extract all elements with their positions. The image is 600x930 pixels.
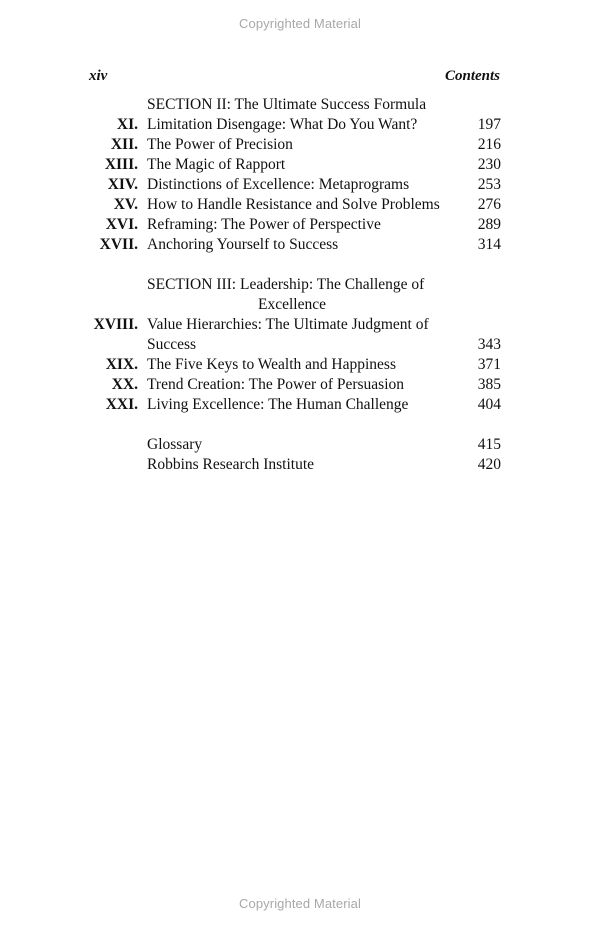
chapter-page: 230	[477, 156, 501, 173]
chapter-number: XX.	[111, 376, 138, 393]
back-matter-page: 420	[477, 456, 501, 473]
chapter-title: Distinctions of Excellence: Metaprograms	[147, 176, 410, 193]
section-heading	[0, 275, 600, 295]
chapter-title: Trend Creation: The Power of Persuasion	[147, 376, 405, 393]
toc-entry	[0, 355, 600, 375]
toc-entry	[0, 315, 600, 335]
chapter-page: 197	[477, 116, 501, 133]
watermark-top: Copyrighted Material	[239, 16, 361, 31]
chapter-page: 314	[477, 236, 501, 253]
toc-entry	[0, 375, 600, 395]
chapter-title: How to Handle Resistance and Solve Problems	[147, 196, 440, 213]
chapter-number: XXI.	[105, 396, 138, 413]
chapter-title: The Power of Precision	[147, 136, 293, 153]
toc-entry	[0, 395, 600, 415]
spacer	[0, 255, 600, 275]
toc-entry	[0, 195, 600, 215]
chapter-number: XIV.	[107, 176, 138, 193]
section-3-heading-line2: Excellence	[258, 296, 326, 313]
section-heading	[0, 95, 600, 115]
spacer	[0, 415, 600, 435]
chapter-number: XI.	[116, 116, 138, 133]
chapter-title: Limitation Disengage: What Do You Want?	[147, 116, 418, 133]
chapter-number: XVI.	[105, 216, 138, 233]
back-matter-page: 415	[477, 436, 501, 453]
chapter-page: 385	[477, 376, 501, 393]
chapter-number: XVIII.	[93, 316, 138, 333]
chapter-number: XIII.	[104, 156, 138, 173]
running-head-title: Contents	[444, 68, 500, 84]
chapter-title: The Five Keys to Wealth and Happiness	[147, 356, 396, 373]
chapter-number: XV.	[113, 196, 138, 213]
chapter-title: Anchoring Yourself to Success	[147, 236, 339, 253]
toc-entry	[0, 155, 600, 175]
chapter-page: 371	[477, 356, 501, 373]
section-3-heading-line1: SECTION III: Leadership: The Challenge of	[147, 276, 425, 293]
chapter-page: 216	[477, 136, 501, 153]
watermark-bottom: Copyrighted Material	[239, 896, 361, 911]
toc-entry	[0, 175, 600, 195]
chapter-page: 289	[477, 216, 501, 233]
table-of-contents	[0, 95, 600, 475]
toc-entry	[0, 455, 600, 475]
chapter-number: XIX.	[105, 356, 138, 373]
toc-entry	[0, 435, 600, 455]
toc-entry	[0, 215, 600, 235]
chapter-title: Living Excellence: The Human Challenge	[147, 396, 409, 413]
chapter-title-continuation: Success	[147, 336, 197, 353]
toc-entry-continuation	[0, 335, 600, 355]
toc-entry	[0, 135, 600, 155]
chapter-number: XVII.	[99, 236, 138, 253]
back-matter-title: Glossary	[147, 436, 203, 453]
toc-entry	[0, 235, 600, 255]
page-number: xiv	[89, 68, 108, 84]
section-heading	[0, 295, 600, 315]
chapter-page: 343	[477, 336, 501, 353]
back-matter-title: Robbins Research Institute	[147, 456, 315, 473]
chapter-page: 404	[477, 396, 501, 413]
chapter-title: The Magic of Rapport	[147, 156, 286, 173]
section-2-heading: SECTION II: The Ultimate Success Formula	[147, 96, 427, 113]
toc-entry	[0, 115, 600, 135]
chapter-page: 276	[477, 196, 501, 213]
chapter-number: XII.	[110, 136, 138, 153]
chapter-page: 253	[477, 176, 501, 193]
chapter-title: Reframing: The Power of Perspective	[147, 216, 381, 233]
chapter-title: Value Hierarchies: The Ultimate Judgment of	[147, 316, 429, 333]
